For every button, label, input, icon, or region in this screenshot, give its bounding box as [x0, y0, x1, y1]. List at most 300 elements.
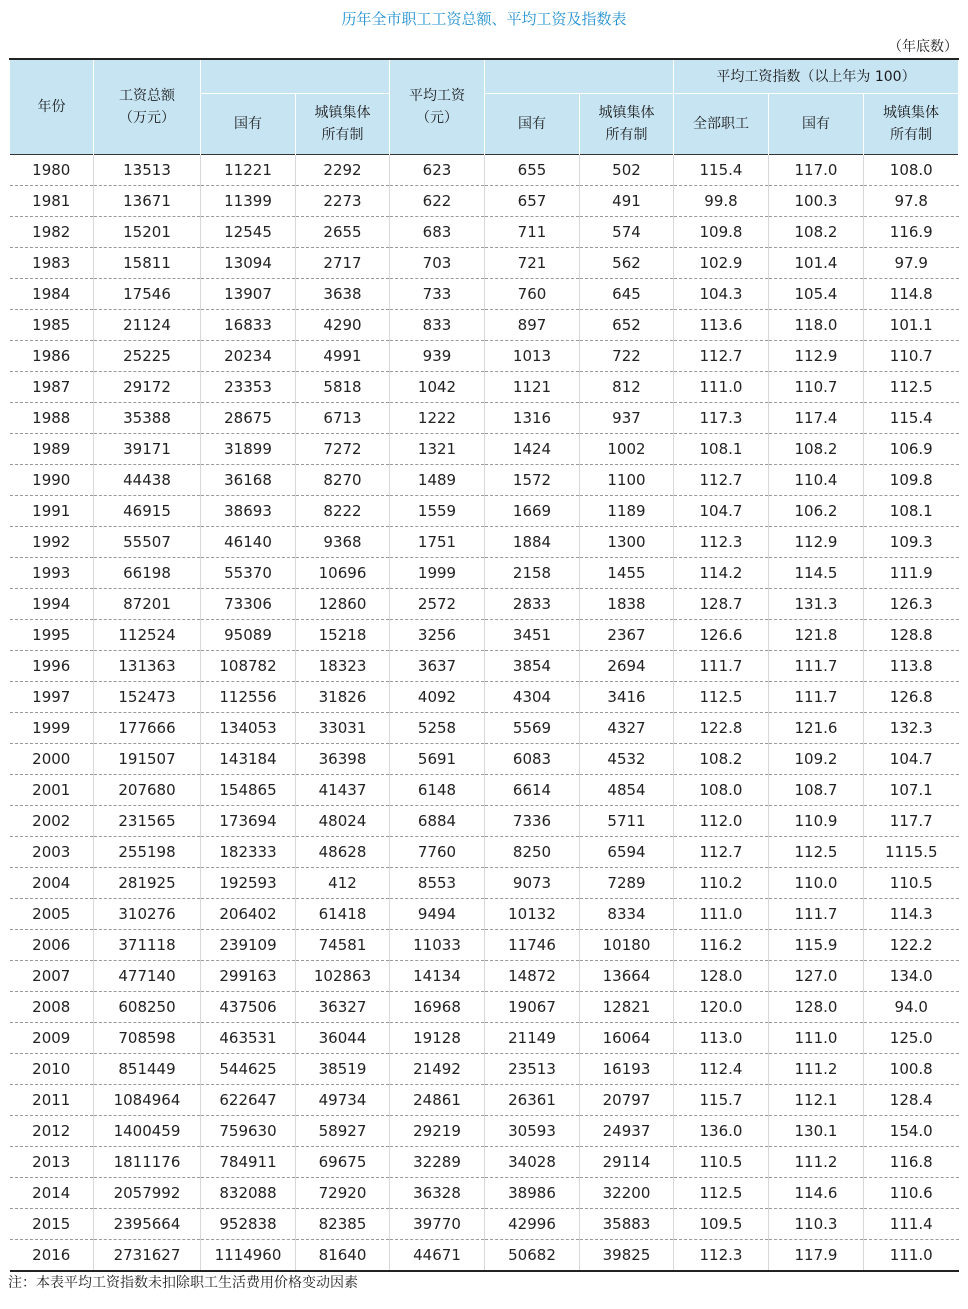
cell-avg-wage: 39770 [390, 1209, 485, 1240]
cell-year: 2006 [10, 930, 94, 961]
header-avg-urban-collective-l2: 所有制 [605, 127, 648, 143]
cell-avg-urban-collective: 812 [580, 372, 674, 403]
cell-year: 1990 [10, 465, 94, 496]
table-row [10, 620, 959, 651]
cell-total-urban-collective: 2717 [296, 248, 390, 279]
cell-avg-state-owned: 9073 [485, 868, 580, 899]
table-row [10, 651, 959, 682]
cell-year: 2009 [10, 1023, 94, 1054]
cell-avg-urban-collective: 1300 [580, 527, 674, 558]
cell-avg-wage: 3637 [390, 651, 485, 682]
cell-avg-urban-collective: 652 [580, 310, 674, 341]
cell-total-urban-collective: 5818 [296, 372, 390, 403]
cell-index-all-staff: 112.3 [674, 527, 769, 558]
cell-avg-state-owned: 1316 [485, 403, 580, 434]
cell-year: 2004 [10, 868, 94, 899]
cell-index-all-staff: 114.2 [674, 558, 769, 589]
wage-table [9, 58, 959, 1272]
cell-index-urban-collective: 134.0 [864, 961, 959, 992]
cell-index-urban-collective: 97.9 [864, 248, 959, 279]
cell-total-state-owned: 206402 [201, 899, 296, 930]
cell-avg-wage: 833 [390, 310, 485, 341]
cell-index-state-owned: 108.2 [769, 217, 864, 248]
cell-year: 1986 [10, 341, 94, 372]
cell-avg-wage: 36328 [390, 1178, 485, 1209]
cell-total-urban-collective: 38519 [296, 1054, 390, 1085]
cell-total-state-owned: 95089 [201, 620, 296, 651]
table-row [10, 1178, 959, 1209]
cell-avg-state-owned: 1884 [485, 527, 580, 558]
cell-total-state-owned: 112556 [201, 682, 296, 713]
table-row [10, 930, 959, 961]
cell-year: 1981 [10, 186, 94, 217]
table-row [10, 186, 959, 217]
table-row [10, 248, 959, 279]
cell-index-urban-collective: 110.7 [864, 341, 959, 372]
cell-total-wage: 310276 [94, 899, 201, 930]
header-total-wage [94, 59, 201, 155]
cell-avg-urban-collective: 2694 [580, 651, 674, 682]
cell-total-urban-collective: 10696 [296, 558, 390, 589]
cell-avg-urban-collective: 1838 [580, 589, 674, 620]
table-row [10, 217, 959, 248]
cell-avg-wage: 1042 [390, 372, 485, 403]
cell-avg-urban-collective: 2367 [580, 620, 674, 651]
cell-avg-state-owned: 3451 [485, 620, 580, 651]
cell-total-wage: 35388 [94, 403, 201, 434]
cell-total-urban-collective: 61418 [296, 899, 390, 930]
cell-index-state-owned: 110.0 [769, 868, 864, 899]
cell-index-all-staff: 108.2 [674, 744, 769, 775]
cell-year: 2008 [10, 992, 94, 1023]
cell-index-urban-collective: 110.6 [864, 1178, 959, 1209]
cell-avg-state-owned: 4304 [485, 682, 580, 713]
cell-avg-state-owned: 6083 [485, 744, 580, 775]
cell-index-all-staff: 110.5 [674, 1147, 769, 1178]
header-year: 年份 [10, 59, 94, 155]
cell-total-wage: 29172 [94, 372, 201, 403]
cell-total-urban-collective: 36398 [296, 744, 390, 775]
cell-index-state-owned: 117.4 [769, 403, 864, 434]
cell-total-state-owned: 12545 [201, 217, 296, 248]
cell-avg-urban-collective: 1002 [580, 434, 674, 465]
cell-index-state-owned: 109.2 [769, 744, 864, 775]
cell-total-wage: 477140 [94, 961, 201, 992]
cell-index-urban-collective: 107.1 [864, 775, 959, 806]
cell-year: 2007 [10, 961, 94, 992]
cell-total-wage: 191507 [94, 744, 201, 775]
table-row [10, 372, 959, 403]
cell-index-urban-collective: 114.3 [864, 899, 959, 930]
cell-total-urban-collective: 4290 [296, 310, 390, 341]
cell-total-urban-collective: 74581 [296, 930, 390, 961]
cell-avg-urban-collective: 4327 [580, 713, 674, 744]
cell-total-state-owned: 192593 [201, 868, 296, 899]
cell-total-state-owned: 1114960 [201, 1240, 296, 1272]
cell-index-state-owned: 111.0 [769, 1023, 864, 1054]
cell-avg-urban-collective: 39825 [580, 1240, 674, 1272]
table-row [10, 961, 959, 992]
cell-index-state-owned: 112.9 [769, 527, 864, 558]
cell-avg-urban-collective: 7289 [580, 868, 674, 899]
cell-index-urban-collective: 111.9 [864, 558, 959, 589]
cell-total-state-owned: 759630 [201, 1116, 296, 1147]
cell-index-state-owned: 110.3 [769, 1209, 864, 1240]
cell-index-urban-collective: 97.8 [864, 186, 959, 217]
header-total-urban-collective-l2: 所有制 [321, 127, 364, 143]
cell-avg-state-owned: 3854 [485, 651, 580, 682]
cell-total-state-owned: 143184 [201, 744, 296, 775]
cell-avg-wage: 2572 [390, 589, 485, 620]
cell-index-urban-collective: 111.0 [864, 1240, 959, 1272]
cell-total-wage: 44438 [94, 465, 201, 496]
table-row [10, 1085, 959, 1116]
cell-total-state-owned: 28675 [201, 403, 296, 434]
cell-total-state-owned: 299163 [201, 961, 296, 992]
cell-avg-urban-collective: 491 [580, 186, 674, 217]
cell-avg-urban-collective: 29114 [580, 1147, 674, 1178]
cell-avg-urban-collective: 4854 [580, 775, 674, 806]
cell-index-state-owned: 131.3 [769, 589, 864, 620]
table-row [10, 682, 959, 713]
table-row [10, 713, 959, 744]
cell-year: 1995 [10, 620, 94, 651]
cell-index-urban-collective: 109.8 [864, 465, 959, 496]
cell-avg-wage: 1222 [390, 403, 485, 434]
cell-index-urban-collective: 125.0 [864, 1023, 959, 1054]
cell-avg-urban-collective: 8334 [580, 899, 674, 930]
cell-index-urban-collective: 128.8 [864, 620, 959, 651]
cell-index-state-owned: 111.7 [769, 682, 864, 713]
cell-total-state-owned: 544625 [201, 1054, 296, 1085]
cell-index-urban-collective: 106.9 [864, 434, 959, 465]
cell-avg-state-owned: 897 [485, 310, 580, 341]
header-total-urban-collective-l1: 城镇集体 [314, 105, 371, 121]
cell-avg-wage: 703 [390, 248, 485, 279]
cell-index-all-staff: 112.5 [674, 682, 769, 713]
cell-total-urban-collective: 15218 [296, 620, 390, 651]
cell-index-urban-collective: 122.2 [864, 930, 959, 961]
cell-index-state-owned: 127.0 [769, 961, 864, 992]
cell-year: 1999 [10, 713, 94, 744]
cell-total-urban-collective: 31826 [296, 682, 390, 713]
header-avg-wage-label: 平均工资 [409, 88, 465, 104]
cell-avg-urban-collective: 35883 [580, 1209, 674, 1240]
cell-avg-state-owned: 30593 [485, 1116, 580, 1147]
cell-year: 1989 [10, 434, 94, 465]
cell-avg-state-owned: 5569 [485, 713, 580, 744]
cell-total-wage: 231565 [94, 806, 201, 837]
cell-year: 1980 [10, 155, 94, 186]
cell-index-state-owned: 110.9 [769, 806, 864, 837]
cell-year: 1984 [10, 279, 94, 310]
cell-total-state-owned: 13094 [201, 248, 296, 279]
header-index-group: 平均工资指数（以上年为 100） [674, 59, 959, 94]
cell-total-wage: 281925 [94, 868, 201, 899]
table-row [10, 1240, 959, 1272]
cell-index-urban-collective: 126.3 [864, 589, 959, 620]
cell-avg-wage: 1751 [390, 527, 485, 558]
cell-year: 2003 [10, 837, 94, 868]
table-row [10, 465, 959, 496]
cell-avg-state-owned: 1424 [485, 434, 580, 465]
cell-index-state-owned: 117.9 [769, 1240, 864, 1272]
cell-total-wage: 1811176 [94, 1147, 201, 1178]
cell-index-urban-collective: 108.0 [864, 155, 959, 186]
cell-year: 2016 [10, 1240, 94, 1272]
cell-year: 1988 [10, 403, 94, 434]
cell-avg-state-owned: 19067 [485, 992, 580, 1023]
cell-total-urban-collective: 36327 [296, 992, 390, 1023]
cell-total-state-owned: 832088 [201, 1178, 296, 1209]
cell-avg-state-owned: 2833 [485, 589, 580, 620]
cell-index-urban-collective: 116.8 [864, 1147, 959, 1178]
cell-avg-wage: 32289 [390, 1147, 485, 1178]
cell-avg-urban-collective: 5711 [580, 806, 674, 837]
cell-avg-wage: 7760 [390, 837, 485, 868]
cell-avg-urban-collective: 12821 [580, 992, 674, 1023]
table-row [10, 279, 959, 310]
cell-avg-state-owned: 7336 [485, 806, 580, 837]
cell-total-state-owned: 173694 [201, 806, 296, 837]
header-index-all-staff: 全部职工 [674, 94, 769, 155]
cell-index-state-owned: 108.7 [769, 775, 864, 806]
cell-total-state-owned: 952838 [201, 1209, 296, 1240]
header-index-urban-collective-l2: 所有制 [890, 127, 932, 143]
cell-total-wage: 87201 [94, 589, 201, 620]
cell-avg-wage: 29219 [390, 1116, 485, 1147]
cell-total-state-owned: 11399 [201, 186, 296, 217]
cell-total-state-owned: 108782 [201, 651, 296, 682]
cell-avg-state-owned: 38986 [485, 1178, 580, 1209]
cell-index-all-staff: 112.4 [674, 1054, 769, 1085]
cell-total-urban-collective: 2273 [296, 186, 390, 217]
cell-total-state-owned: 23353 [201, 372, 296, 403]
cell-index-all-staff: 128.0 [674, 961, 769, 992]
table-row [10, 403, 959, 434]
cell-total-urban-collective: 41437 [296, 775, 390, 806]
cell-avg-urban-collective: 1455 [580, 558, 674, 589]
cell-avg-urban-collective: 3416 [580, 682, 674, 713]
cell-index-urban-collective: 132.3 [864, 713, 959, 744]
cell-index-urban-collective: 116.9 [864, 217, 959, 248]
table-row [10, 1023, 959, 1054]
cell-avg-state-owned: 10132 [485, 899, 580, 930]
cell-total-urban-collective: 58927 [296, 1116, 390, 1147]
cell-total-urban-collective: 102863 [296, 961, 390, 992]
header-avg-urban-collective [580, 94, 674, 155]
cell-index-all-staff: 112.3 [674, 1240, 769, 1272]
table-row [10, 899, 959, 930]
table-row [10, 1209, 959, 1240]
cell-avg-state-owned: 1013 [485, 341, 580, 372]
cell-avg-wage: 733 [390, 279, 485, 310]
header-avg-wage [390, 59, 485, 155]
cell-index-all-staff: 109.8 [674, 217, 769, 248]
cell-total-state-owned: 437506 [201, 992, 296, 1023]
cell-index-all-staff: 115.7 [674, 1085, 769, 1116]
cell-total-wage: 851449 [94, 1054, 201, 1085]
cell-index-all-staff: 112.7 [674, 465, 769, 496]
cell-total-urban-collective: 412 [296, 868, 390, 899]
cell-year: 2010 [10, 1054, 94, 1085]
cell-avg-state-owned: 11746 [485, 930, 580, 961]
cell-year: 2001 [10, 775, 94, 806]
cell-total-urban-collective: 6713 [296, 403, 390, 434]
cell-total-urban-collective: 82385 [296, 1209, 390, 1240]
cell-total-urban-collective: 49734 [296, 1085, 390, 1116]
cell-year: 1985 [10, 310, 94, 341]
table-row [10, 527, 959, 558]
cell-avg-wage: 4092 [390, 682, 485, 713]
header-total-state-owned: 国有 [201, 94, 296, 155]
cell-year: 1982 [10, 217, 94, 248]
cell-index-state-owned: 112.1 [769, 1085, 864, 1116]
cell-total-wage: 2395664 [94, 1209, 201, 1240]
cell-avg-urban-collective: 16064 [580, 1023, 674, 1054]
cell-index-all-staff: 108.0 [674, 775, 769, 806]
header-avg-urban-collective-l1: 城镇集体 [598, 105, 655, 121]
cell-year: 1994 [10, 589, 94, 620]
cell-index-state-owned: 130.1 [769, 1116, 864, 1147]
cell-avg-wage: 19128 [390, 1023, 485, 1054]
cell-avg-wage: 8553 [390, 868, 485, 899]
cell-year: 2014 [10, 1178, 94, 1209]
cell-avg-urban-collective: 13664 [580, 961, 674, 992]
cell-index-all-staff: 112.7 [674, 341, 769, 372]
cell-avg-wage: 21492 [390, 1054, 485, 1085]
cell-index-urban-collective: 108.1 [864, 496, 959, 527]
cell-index-urban-collective: 112.5 [864, 372, 959, 403]
cell-total-wage: 21124 [94, 310, 201, 341]
cell-total-wage: 371118 [94, 930, 201, 961]
cell-index-all-staff: 117.3 [674, 403, 769, 434]
header-index-urban-collective [864, 94, 959, 155]
cell-total-wage: 39171 [94, 434, 201, 465]
cell-year: 1987 [10, 372, 94, 403]
cell-total-state-owned: 46140 [201, 527, 296, 558]
cell-total-wage: 1084964 [94, 1085, 201, 1116]
table-row [10, 310, 959, 341]
cell-index-state-owned: 128.0 [769, 992, 864, 1023]
cell-avg-urban-collective: 24937 [580, 1116, 674, 1147]
cell-year: 1983 [10, 248, 94, 279]
table-row [10, 1147, 959, 1178]
cell-year: 2013 [10, 1147, 94, 1178]
cell-avg-urban-collective: 16193 [580, 1054, 674, 1085]
cell-total-urban-collective: 2655 [296, 217, 390, 248]
header-avg-state-owned: 国有 [485, 94, 580, 155]
cell-index-state-owned: 121.8 [769, 620, 864, 651]
cell-total-wage: 177666 [94, 713, 201, 744]
cell-avg-urban-collective: 10180 [580, 930, 674, 961]
cell-total-wage: 131363 [94, 651, 201, 682]
cell-year: 2005 [10, 899, 94, 930]
cell-avg-urban-collective: 20797 [580, 1085, 674, 1116]
cell-year: 1992 [10, 527, 94, 558]
cell-total-wage: 25225 [94, 341, 201, 372]
table-row [10, 1054, 959, 1085]
cell-year: 2011 [10, 1085, 94, 1116]
cell-total-urban-collective: 48024 [296, 806, 390, 837]
cell-avg-state-owned: 42996 [485, 1209, 580, 1240]
cell-total-urban-collective: 12860 [296, 589, 390, 620]
cell-index-state-owned: 112.9 [769, 341, 864, 372]
cell-avg-urban-collective: 6594 [580, 837, 674, 868]
cell-total-state-owned: 622647 [201, 1085, 296, 1116]
cell-index-urban-collective: 100.8 [864, 1054, 959, 1085]
cell-avg-urban-collective: 1100 [580, 465, 674, 496]
cell-avg-urban-collective: 1189 [580, 496, 674, 527]
cell-total-wage: 55507 [94, 527, 201, 558]
cell-total-wage: 13513 [94, 155, 201, 186]
cell-total-state-owned: 20234 [201, 341, 296, 372]
cell-total-wage: 17546 [94, 279, 201, 310]
cell-avg-wage: 1999 [390, 558, 485, 589]
cell-index-urban-collective: 126.8 [864, 682, 959, 713]
cell-total-state-owned: 55370 [201, 558, 296, 589]
cell-total-wage: 608250 [94, 992, 201, 1023]
cell-index-state-owned: 111.7 [769, 899, 864, 930]
cell-avg-wage: 5258 [390, 713, 485, 744]
cell-total-state-owned: 13907 [201, 279, 296, 310]
cell-total-state-owned: 784911 [201, 1147, 296, 1178]
cell-total-wage: 15811 [94, 248, 201, 279]
cell-total-state-owned: 154865 [201, 775, 296, 806]
cell-avg-state-owned: 760 [485, 279, 580, 310]
cell-avg-state-owned: 711 [485, 217, 580, 248]
cell-index-state-owned: 121.6 [769, 713, 864, 744]
cell-total-urban-collective: 69675 [296, 1147, 390, 1178]
cell-total-wage: 15201 [94, 217, 201, 248]
table-row [10, 434, 959, 465]
cell-index-all-staff: 128.7 [674, 589, 769, 620]
cell-avg-state-owned: 721 [485, 248, 580, 279]
cell-avg-state-owned: 21149 [485, 1023, 580, 1054]
cell-avg-state-owned: 1572 [485, 465, 580, 496]
cell-index-state-owned: 101.4 [769, 248, 864, 279]
cell-year: 2015 [10, 1209, 94, 1240]
cell-avg-state-owned: 23513 [485, 1054, 580, 1085]
cell-index-urban-collective: 94.0 [864, 992, 959, 1023]
cell-avg-state-owned: 8250 [485, 837, 580, 868]
cell-total-state-owned: 16833 [201, 310, 296, 341]
cell-avg-wage: 6884 [390, 806, 485, 837]
cell-total-urban-collective: 36044 [296, 1023, 390, 1054]
cell-avg-wage: 9494 [390, 899, 485, 930]
cell-index-all-staff: 113.0 [674, 1023, 769, 1054]
cell-index-urban-collective: 111.4 [864, 1209, 959, 1240]
table-row [10, 744, 959, 775]
cell-total-wage: 112524 [94, 620, 201, 651]
cell-index-state-owned: 115.9 [769, 930, 864, 961]
cell-avg-wage: 1489 [390, 465, 485, 496]
cell-avg-urban-collective: 722 [580, 341, 674, 372]
cell-total-urban-collective: 4991 [296, 341, 390, 372]
cell-total-state-owned: 11221 [201, 155, 296, 186]
cell-index-state-owned: 110.4 [769, 465, 864, 496]
cell-index-all-staff: 108.1 [674, 434, 769, 465]
cell-index-all-staff: 111.0 [674, 899, 769, 930]
cell-avg-state-owned: 26361 [485, 1085, 580, 1116]
cell-avg-wage: 939 [390, 341, 485, 372]
cell-index-state-owned: 111.2 [769, 1147, 864, 1178]
cell-index-all-staff: 102.9 [674, 248, 769, 279]
cell-avg-wage: 11033 [390, 930, 485, 961]
cell-avg-wage: 24861 [390, 1085, 485, 1116]
cell-avg-state-owned: 1669 [485, 496, 580, 527]
cell-total-urban-collective: 81640 [296, 1240, 390, 1272]
